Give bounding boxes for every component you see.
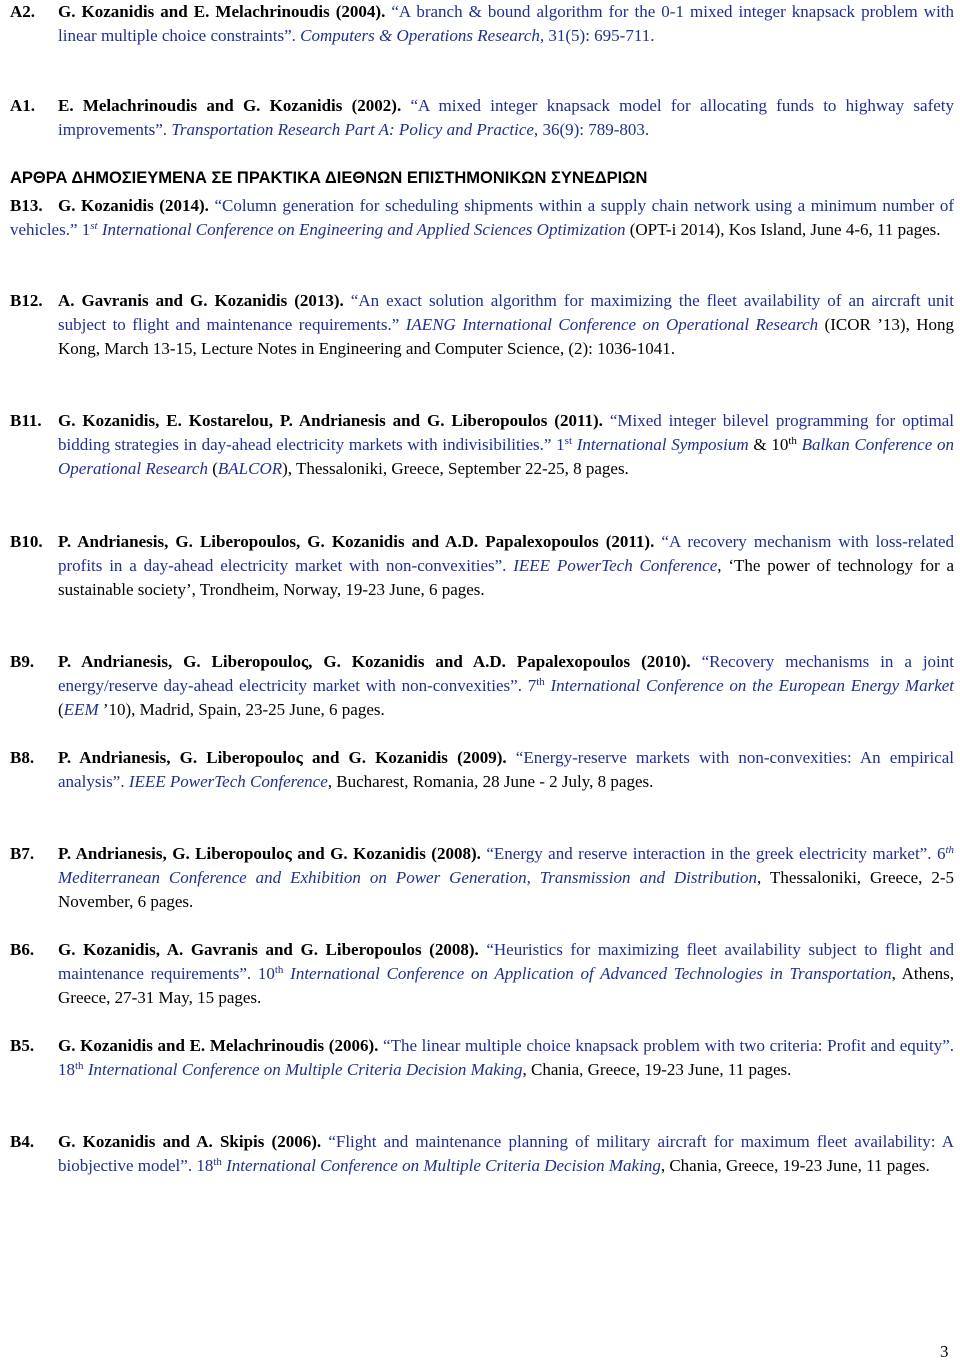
entry-details: , Chania, Greece, 19-23 June, 11 pages. xyxy=(522,1060,792,1079)
entry-authors: G. Kozanidis and E. Melachrinoudis (2006). xyxy=(58,1036,379,1055)
entry-ordinal: 1 xyxy=(556,435,565,454)
entry-venue: International Conference on Multiple Criteria Decision Making xyxy=(226,1156,661,1175)
entry-venue: International Conference on the European Energy Market xyxy=(550,676,955,695)
entry-details: , Athens, Greece, 27-31 May, 15 pages. xyxy=(58,964,955,1007)
entry-venue: IAENG International Conference on Operational Research xyxy=(405,315,819,334)
entry-authors: G. Kozanidis and A. Skipis (2006). xyxy=(58,1132,322,1151)
entry-details: 31(5): 695-711. xyxy=(548,26,655,45)
entry-details: 36(9): 789-803. xyxy=(542,120,650,139)
entry-title: “A mixed integer knapsack model for allocating funds to highway safety improvements”. xyxy=(58,96,954,139)
entry-details: , Thessaloniki, Greece, 2-5 November, 6 pages. xyxy=(58,868,954,911)
entry-ordinal: 6 xyxy=(936,844,946,863)
entry-ordinal-suffix: st xyxy=(90,220,98,232)
entry-details: , ‘The power of technology for a sustainable society’, Trondheim, Norway, 19-23 June, 6 pages. xyxy=(58,556,955,599)
entry-label: B11. xyxy=(10,411,42,430)
entry-ampersand: & xyxy=(753,435,767,454)
entry-label: A1. xyxy=(10,96,36,115)
entry-ordinal-2: 10 xyxy=(771,435,789,454)
entry-ordinal-suffix: th xyxy=(213,1156,222,1168)
entry-label: B6. xyxy=(10,940,35,959)
entry-title: “Recovery mechanisms in a joint energy/reserve day-ahead electricity market with non-convexities”. xyxy=(58,652,954,695)
entry-authors: E. Melachrinoudis and G. Kozanidis (2002). xyxy=(58,96,402,115)
entry-label: B12. xyxy=(10,291,43,310)
entry-ordinal-suffix: th xyxy=(75,1060,84,1072)
entry-authors: P. Andrianesis, G. Liberopoulos, G. Kozanidis and A.D. Papalexopoulos (2011). xyxy=(58,532,655,551)
entry-title: “Heuristics for maximizing fleet availability subject to flight and maintenance requirements”. xyxy=(58,940,954,983)
entry-label: B9. xyxy=(10,652,35,671)
entry-details: , Bucharest, Romania, 28 June - 2 July, 8 pages. xyxy=(327,772,654,791)
entry-details: (OPT-i 2014), Kos Island, June 4-6, 11 pages. xyxy=(629,220,941,239)
entry-details: , Chania, Greece, 19-23 June, 11 pages. xyxy=(660,1156,930,1175)
entry-details: ’10), Madrid, Spain, 23-25 June, 6 pages. xyxy=(98,700,385,719)
entry-ordinal: 18 xyxy=(58,1060,75,1079)
entry-abbr: BALCOR xyxy=(217,459,283,478)
entry-ordinal: 10 xyxy=(257,964,275,983)
entry-ordinal: 1 xyxy=(81,220,91,239)
entry-title: “The linear multiple choice knapsack problem with two criteria: Profit and equity”. xyxy=(383,1036,954,1055)
entry-venue: Transportation Research Part A: Policy and Practice, xyxy=(171,120,539,139)
entry-label: B10. xyxy=(10,532,43,551)
entry-authors: G. Kozanidis, E. Kostarelou, P. Andrianesis and G. Liberopoulos (2011). xyxy=(58,411,603,430)
entry-details: ), Thessaloniki, Greece, September 22-25, 8 pages. xyxy=(282,459,629,478)
entry-authors: G. Kozanidis (2014). xyxy=(58,196,209,215)
entry-ordinal: 18 xyxy=(196,1156,214,1175)
entry-abbr-open: ( xyxy=(58,700,64,719)
entry-authors: P. Andrianesis, G. Liberopoulος and G. Kozanidis (2009). xyxy=(58,748,507,767)
entry-venue: IEEE PowerTech Conference xyxy=(128,772,328,791)
entry-venue: Mediterranean Conference and Exhibition on Power Generation, Transmission and Distribution xyxy=(58,868,758,887)
entry-label: B5. xyxy=(10,1036,35,1055)
entry-title: “An exact solution algorithm for maximizing the fleet availability of an aircraft unit subject to flight and maintenance requirements.” xyxy=(58,291,954,334)
entry-ordinal-suffix: th xyxy=(945,844,955,856)
entry-venue: Computers & Operations Research, xyxy=(300,26,545,45)
entry-ordinal-2-suffix: th xyxy=(788,435,797,447)
entry-venue: International Conference on Application of Advanced Technologies in Transportation xyxy=(290,964,892,983)
entry-authors: P. Andrianesis, G. Liberopoulος, G. Kozanidis and A.D. Papalexopoulos (2010). xyxy=(58,652,691,671)
entry-details: (ICOR ’13), Hong Kong, March 13-15, Lecture Notes in Engineering and Computer Science, (2): 1036-1041. xyxy=(58,315,955,358)
entry-venue: International Conference on Multiple Criteria Decision Making xyxy=(87,1060,523,1079)
entry-title: “Mixed integer bilevel programming for optimal bidding strategies in day-ahead electricity markets with indivisibilities.” xyxy=(58,411,955,454)
entry-abbr-open: ( xyxy=(212,459,218,478)
entry-venue-part-b: Balkan Conference on Operational Research xyxy=(58,435,954,478)
entry-label: B13. xyxy=(10,196,43,215)
entry-label: B7. xyxy=(10,844,35,863)
entry-label: A2. xyxy=(10,2,36,21)
entry-authors: G. Kozanidis and E. Melachrinoudis (2004). xyxy=(58,2,386,21)
entry-ordinal-suffix: th xyxy=(536,676,545,688)
entry-label: B4. xyxy=(10,1132,35,1151)
entry-venue: IEEE PowerTech Conference xyxy=(513,556,718,575)
entry-label: B8. xyxy=(10,748,35,767)
entry-title: “Energy-reserve markets with non-convexities: An empirical analysis”. xyxy=(58,748,954,791)
entry-title: “Flight and maintenance planning of military aircraft for maximum fleet availability: A biobjective model”. xyxy=(58,1132,954,1175)
entry-venue: International Conference on Engineering and Applied Sciences Optimization xyxy=(101,220,626,239)
section-heading: ΑΡΘΡΑ ΔΗΜΟΣΙΕΥΜΕΝΑ ΣΕ ΠΡΑΚΤΙΚΑ ΔΙΕΘΝΩΝ ΕΠΙΣΤΗΜΟΝΙΚΩΝ ΣΥΝΕΔΡΙΩΝ xyxy=(10,169,648,187)
entry-ordinal: 7 xyxy=(527,676,537,695)
entry-venue-part-a: International Symposium xyxy=(576,435,749,454)
entry-ordinal-suffix: th xyxy=(274,964,284,976)
entry-authors: G. Kozanidis, A. Gavranis and G. Liberopoulos (2008). xyxy=(58,940,479,959)
entry-ordinal-suffix: st xyxy=(564,435,573,447)
entry-title: “Energy and reserve interaction in the greek electricity market”. xyxy=(486,844,932,863)
page-number: 3 xyxy=(940,1342,949,1361)
entry-abbr: EEM xyxy=(63,700,99,719)
entry-title: “A recovery mechanism with loss-related profits in a day-ahead electricity market with non-convexities”. xyxy=(58,532,954,575)
entry-title: “Column generation for scheduling shipments within a supply chain network using a minimum number of vehicles.” xyxy=(10,196,955,239)
entry-title: “A branch & bound algorithm for the 0-1 mixed integer knapsack problem with linear multiple choice constraints”. xyxy=(58,2,955,45)
entry-authors: A. Gavranis and G. Kozanidis (2013). xyxy=(58,291,344,310)
entry-authors: P. Andrianesis, G. Liberopoulος and G. Kozanidis (2008). xyxy=(58,844,481,863)
